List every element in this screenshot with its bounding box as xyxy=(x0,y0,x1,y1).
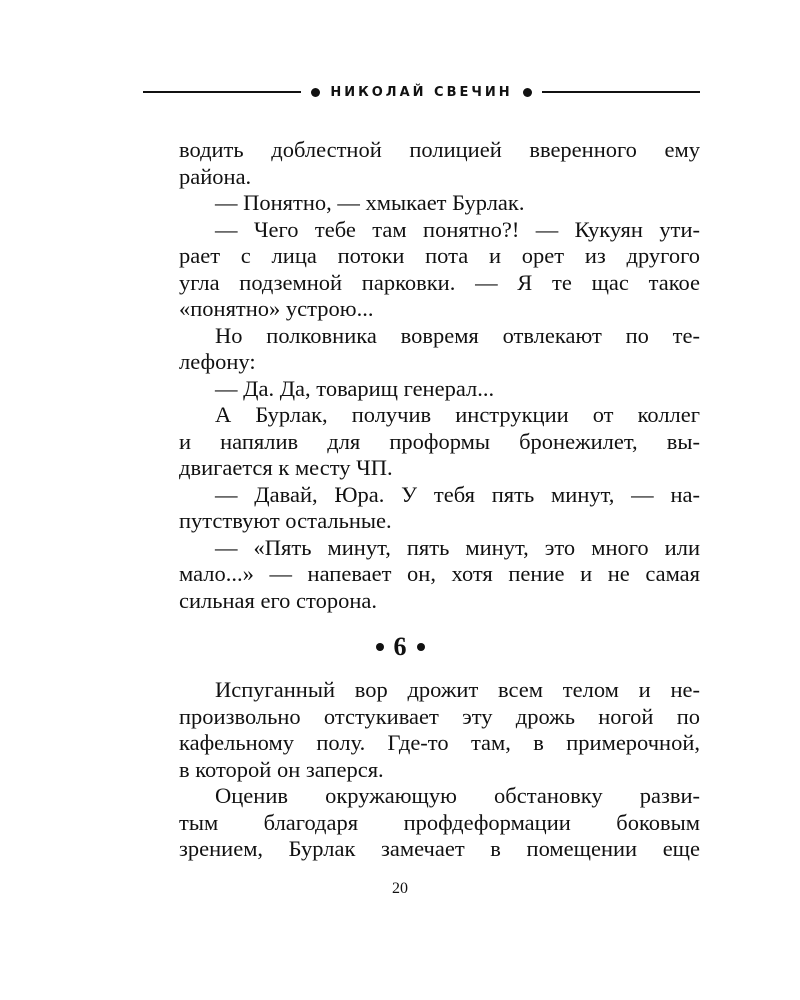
author-name: НИКОЛАЙ СВЕЧИН xyxy=(330,84,513,100)
text-line: путствуют остальные. xyxy=(179,508,392,533)
header-bullet-right xyxy=(523,88,532,97)
text-line: — Понятно, — хмыкает Бурлак. xyxy=(215,190,525,215)
text-line: произвольно отстукивает эту дрожь ногой по xyxy=(179,703,700,729)
paragraph xyxy=(143,535,700,615)
text-block-top xyxy=(143,137,700,614)
paragraph xyxy=(143,482,700,535)
text-line: сильная его сторона. xyxy=(179,587,377,613)
chapter-heading xyxy=(0,632,800,662)
chapter-bullet-left xyxy=(376,643,384,651)
paragraph xyxy=(143,376,700,403)
text-line: Но полковника вовремя отвлекают по те- xyxy=(215,322,700,348)
text-line: Испуганный вор дрожит всем телом и не- xyxy=(215,677,700,702)
text-line: и напялив для проформы бронежилет, вы- xyxy=(179,428,700,454)
text-line: Оценив окружающую обстановку разви- xyxy=(215,783,700,808)
chapter-bullet-right xyxy=(417,643,425,651)
page-number: 20 xyxy=(392,880,408,897)
text-line: водить доблестной полицией вверенного ему xyxy=(179,137,700,162)
text-line: А Бурлак, получив инструкции от коллег xyxy=(215,402,700,427)
paragraph xyxy=(143,783,700,863)
text-line: лефону: xyxy=(179,349,256,374)
text-line: зрением, Бурлак замечает в помещении еще xyxy=(179,836,700,861)
header-rule-right xyxy=(542,91,700,93)
paragraph xyxy=(143,217,700,323)
text-line: — Давай, Юра. У тебя пять минут, — на- xyxy=(215,481,700,507)
running-header xyxy=(143,80,700,104)
text-line: рает с лица потоки пота и орет из другого xyxy=(179,243,700,268)
text-line: — «Пять минут, пять минут, это много или xyxy=(215,534,700,560)
text-line: кафельному полу. Где-то там, в примерочной, xyxy=(179,730,700,755)
paragraph xyxy=(143,402,700,482)
chapter-number: 6 xyxy=(393,632,407,661)
text-line: мало...» — напевает он, хотя пение и не самая xyxy=(179,561,700,586)
text-line: — Да. Да, товарищ генерал... xyxy=(215,375,495,401)
paragraph xyxy=(143,677,700,783)
paragraph xyxy=(143,190,700,217)
text-line: «понятно» устрою... xyxy=(179,296,374,321)
header-bullet-left xyxy=(311,88,320,97)
text-line: угла подземной парковки. — Я те щас такое xyxy=(179,269,700,295)
paragraph xyxy=(143,137,700,190)
text-line: района. xyxy=(179,163,252,189)
paragraph xyxy=(143,323,700,376)
text-line: в которой он заперся. xyxy=(179,756,384,782)
text-line: двигается к месту ЧП. xyxy=(179,455,393,480)
text-line: тым благодаря профдеформации боковым xyxy=(179,809,700,835)
text-block-bottom xyxy=(143,677,700,863)
text-line: — Чего тебе там понятно?! — Кукуян ути- xyxy=(215,216,700,242)
header-rule-left xyxy=(143,91,301,93)
